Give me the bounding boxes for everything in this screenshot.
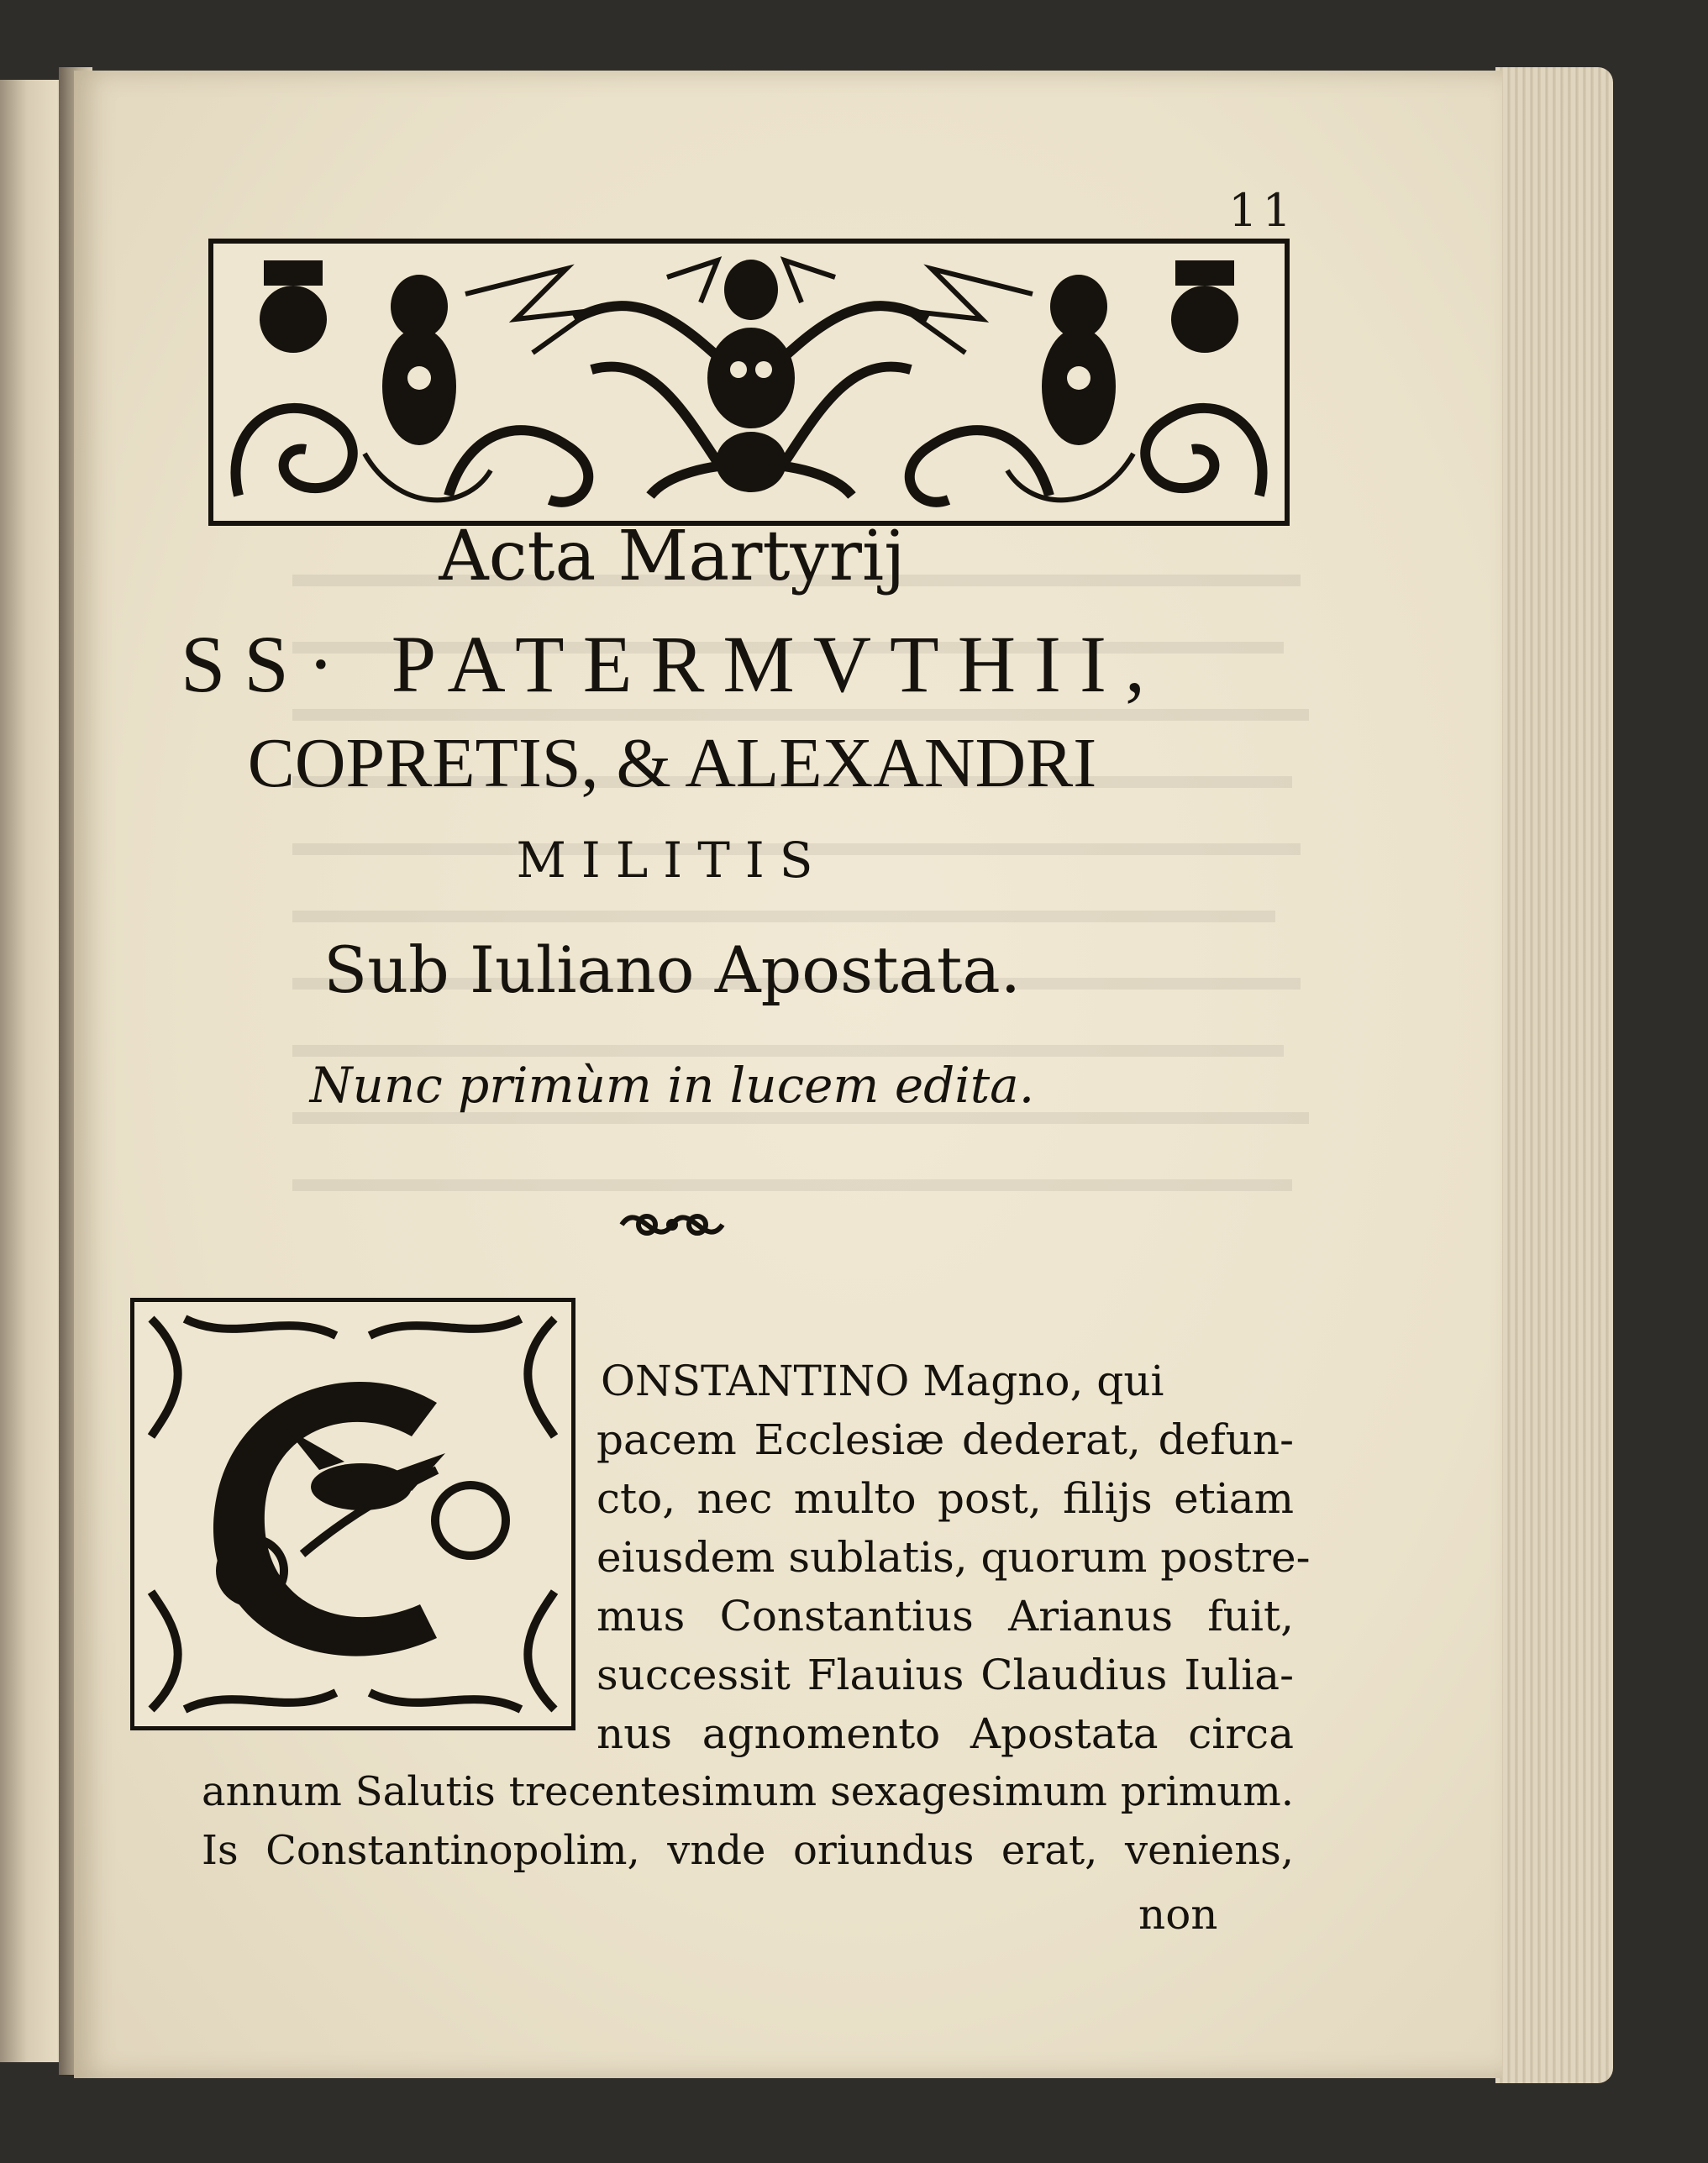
body-line: successit Flauius Claudius Iulia- [596, 1651, 1294, 1699]
title-militis: MILITIS [516, 832, 828, 889]
title-nunc-primum: Nunc primùm in lucem edita. [309, 1057, 1035, 1114]
initial-letter-illustration [134, 1302, 571, 1726]
page-stack-edge [1495, 67, 1613, 2083]
fleuron-ornament-icon [613, 1191, 731, 1258]
left-page-edge [0, 80, 67, 2062]
catchword: non [1138, 1890, 1218, 1939]
body-line: cto, nec multo post, filijs etiam [596, 1474, 1294, 1523]
woodcut-headpiece [208, 239, 1290, 526]
body-line: Is Constantinopolim, vnde oriundus erat, veniens, [202, 1827, 1294, 1874]
title-sub-iuliano: Sub Iuliano Apostata. [323, 932, 1021, 1007]
body-line: annum Salutis trecentesimum sexagesimum primum. [202, 1768, 1294, 1815]
headpiece-ornament-illustration [213, 244, 1285, 521]
body-line: nus agnomento Apostata circa [596, 1709, 1294, 1758]
page-number: 11 [1228, 184, 1296, 237]
body-first-line: ONSTANTINO Magno, qui [601, 1357, 1164, 1405]
title-copretis-alexandri: COPRETIS, & ALEXANDRI [247, 724, 1097, 802]
title-saint-names: SS· PATERMVTHII, [181, 619, 1164, 709]
body-line: mus Constantius Arianus fuit, [596, 1592, 1294, 1641]
body-line: pacem Ecclesiæ dederat, defun- [596, 1415, 1294, 1464]
decorated-initial-c [130, 1298, 575, 1730]
title-acta-martyrij: Acta Martyrij [439, 517, 906, 596]
body-line: eiusdem sublatis, quorum postre- [596, 1533, 1311, 1582]
